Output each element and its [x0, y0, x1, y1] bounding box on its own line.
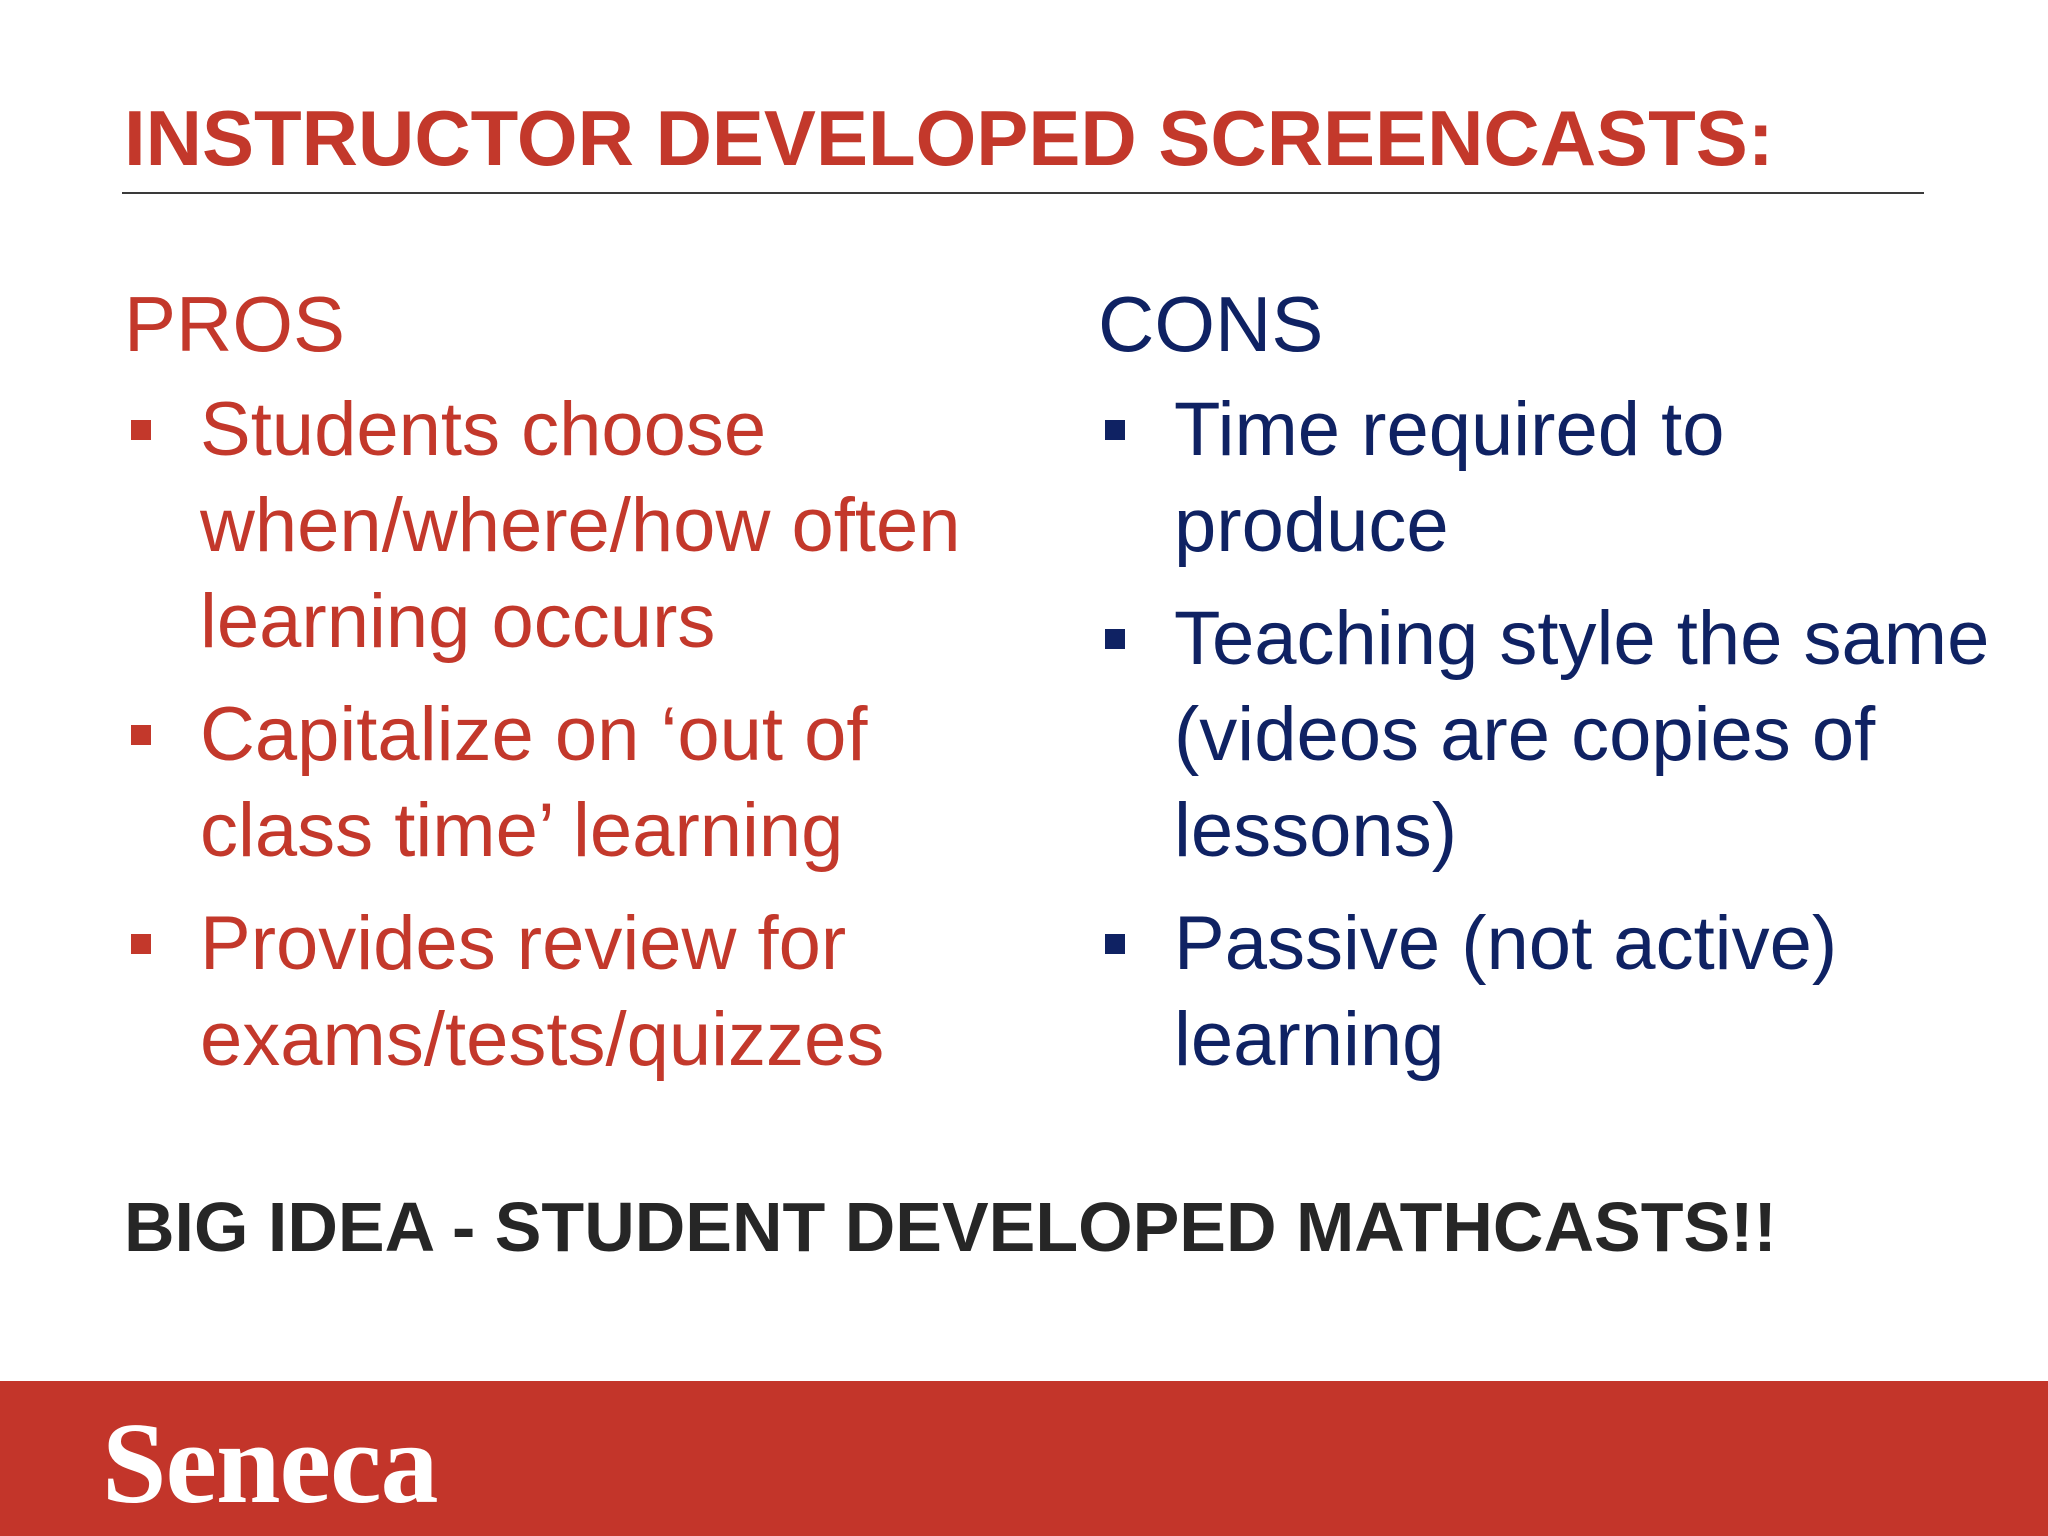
- cons-item-text: Teaching style the same (videos are copies of lessons): [1174, 596, 1990, 873]
- square-bullet-icon: [1105, 420, 1125, 440]
- pros-list: [124, 382, 1004, 1088]
- square-bullet-icon: [131, 725, 151, 745]
- cons-column: [1098, 276, 1998, 1105]
- title-divider: [122, 192, 1924, 194]
- pros-column: [124, 276, 1004, 1105]
- cons-heading: CONS: [1098, 280, 1324, 368]
- cons-item-text: Time required to produce: [1174, 387, 1725, 568]
- pros-item-text: Provides review for exams/tests/quizzes: [200, 901, 885, 1082]
- slide-title: INSTRUCTOR DEVELOPED SCREENCASTS:: [124, 94, 1774, 182]
- cons-item: [1098, 591, 1998, 879]
- square-bullet-icon: [1105, 934, 1125, 954]
- pros-item: [124, 687, 1004, 879]
- pros-item: [124, 896, 1004, 1088]
- pros-item: [124, 382, 1004, 670]
- footer-bar: [0, 1381, 2048, 1536]
- cons-list: [1098, 382, 1998, 1088]
- square-bullet-icon: [131, 420, 151, 440]
- square-bullet-icon: [131, 934, 151, 954]
- cons-item-text: Passive (not active) learning: [1174, 901, 1838, 1082]
- big-idea-text: BIG IDEA - STUDENT DEVELOPED MATHCASTS!!: [124, 1188, 1777, 1266]
- seneca-logo: Seneca: [102, 1400, 438, 1528]
- square-bullet-icon: [1105, 629, 1125, 649]
- pros-item-text: Capitalize on ‘out of class time’ learning: [200, 692, 868, 873]
- cons-item: [1098, 382, 1998, 574]
- pros-item-text: Students choose when/where/how often learning occurs: [200, 387, 961, 664]
- cons-item: [1098, 896, 1998, 1088]
- pros-heading: PROS: [124, 280, 346, 368]
